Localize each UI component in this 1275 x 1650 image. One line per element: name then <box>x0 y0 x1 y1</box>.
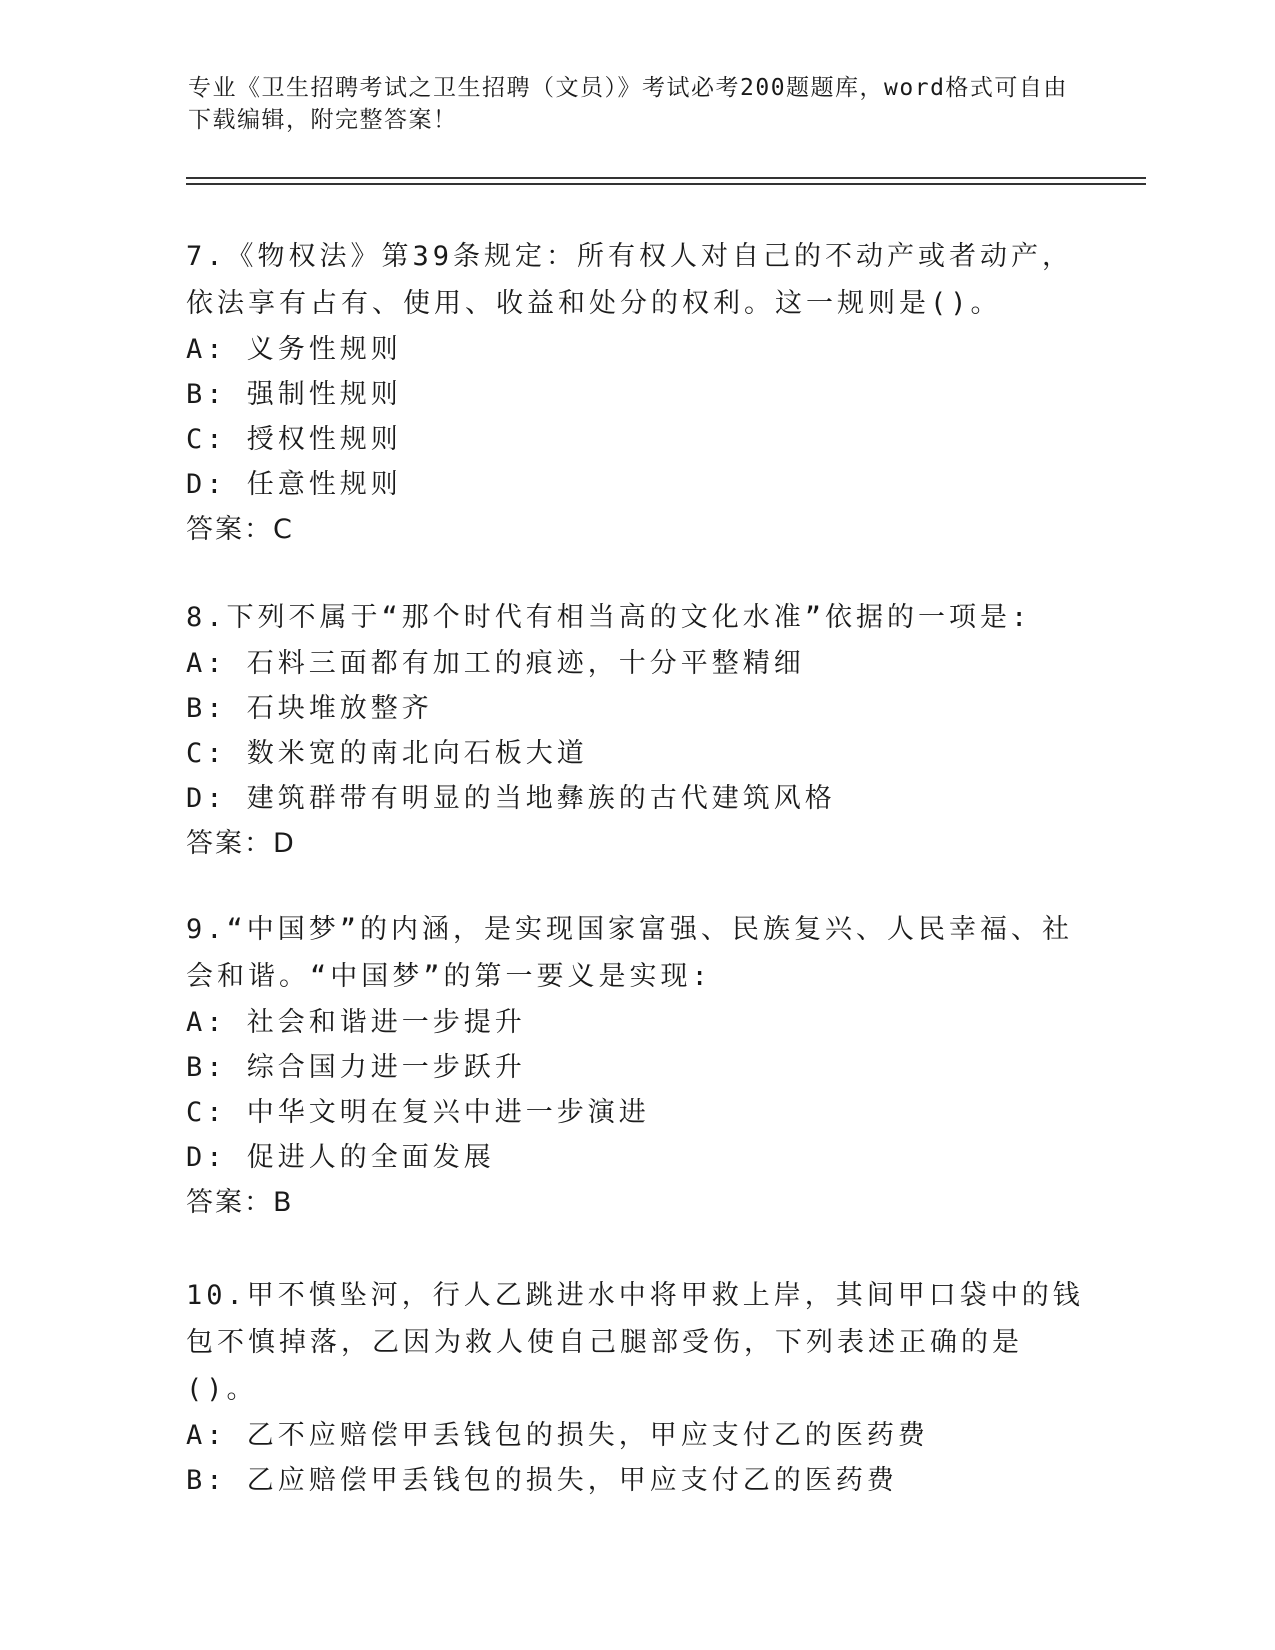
option-a: A: 社会和谐进一步提升 <box>186 1007 526 1038</box>
option-b: B: 强制性规则 <box>186 379 402 410</box>
document-header: 专业《卫生招聘考试之卫生招聘（文员）》考试必考200题题库，word格式可自由下载编辑，附完整答案！ <box>188 75 1068 133</box>
question-stem: 7.《物权法》第39条规定：所有权人对自己的不动产或者动产，依法享有占有、使用、收益和处分的权利。这一规则是()。 <box>186 241 1074 319</box>
question-stem: 9.“中国梦”的内涵，是实现国家富强、民族复兴、人民幸福、社会和谐。“中国梦”的第一要义是实现: <box>186 914 1074 992</box>
option-d: D: 促进人的全面发展 <box>186 1142 495 1173</box>
option-b: B: 综合国力进一步跃升 <box>186 1052 526 1083</box>
option-c: C: 数米宽的南北向石板大道 <box>186 738 588 769</box>
option-a: A: 义务性规则 <box>186 334 402 365</box>
option-b: B: 乙应赔偿甲丢钱包的损失，甲应支付乙的医药费 <box>186 1465 898 1496</box>
header-divider-top <box>186 177 1146 179</box>
option-c: C: 授权性规则 <box>186 424 402 455</box>
question-stem: 10.甲不慎坠河，行人乙跳进水中将甲救上岸，其间甲口袋中的钱包不慎掉落，乙因为救人使自己腿部受伤，下列表述正确的是()。 <box>186 1280 1084 1405</box>
option-d: D: 任意性规则 <box>186 469 402 500</box>
option-d: D: 建筑群带有明显的当地彝族的古代建筑风格 <box>186 783 836 814</box>
answer: 答案：B <box>186 1187 294 1218</box>
answer: 答案：C <box>186 514 294 545</box>
header-divider-bottom <box>186 183 1146 185</box>
option-a: A: 石料三面都有加工的痕迹，十分平整精细 <box>186 648 805 679</box>
question-stem: 8.下列不属于“那个时代有相当高的文化水准”依据的一项是: <box>186 602 1032 633</box>
question-9 <box>186 906 1086 1226</box>
question-8 <box>186 594 1086 867</box>
question-7 <box>186 233 1086 553</box>
option-c: C: 中华文明在复兴中进一步演进 <box>186 1097 650 1128</box>
option-b: B: 石块堆放整齐 <box>186 693 433 724</box>
question-10 <box>186 1272 1086 1503</box>
answer: 答案：D <box>186 828 296 859</box>
option-a: A: 乙不应赔偿甲丢钱包的损失，甲应支付乙的医药费 <box>186 1420 929 1451</box>
